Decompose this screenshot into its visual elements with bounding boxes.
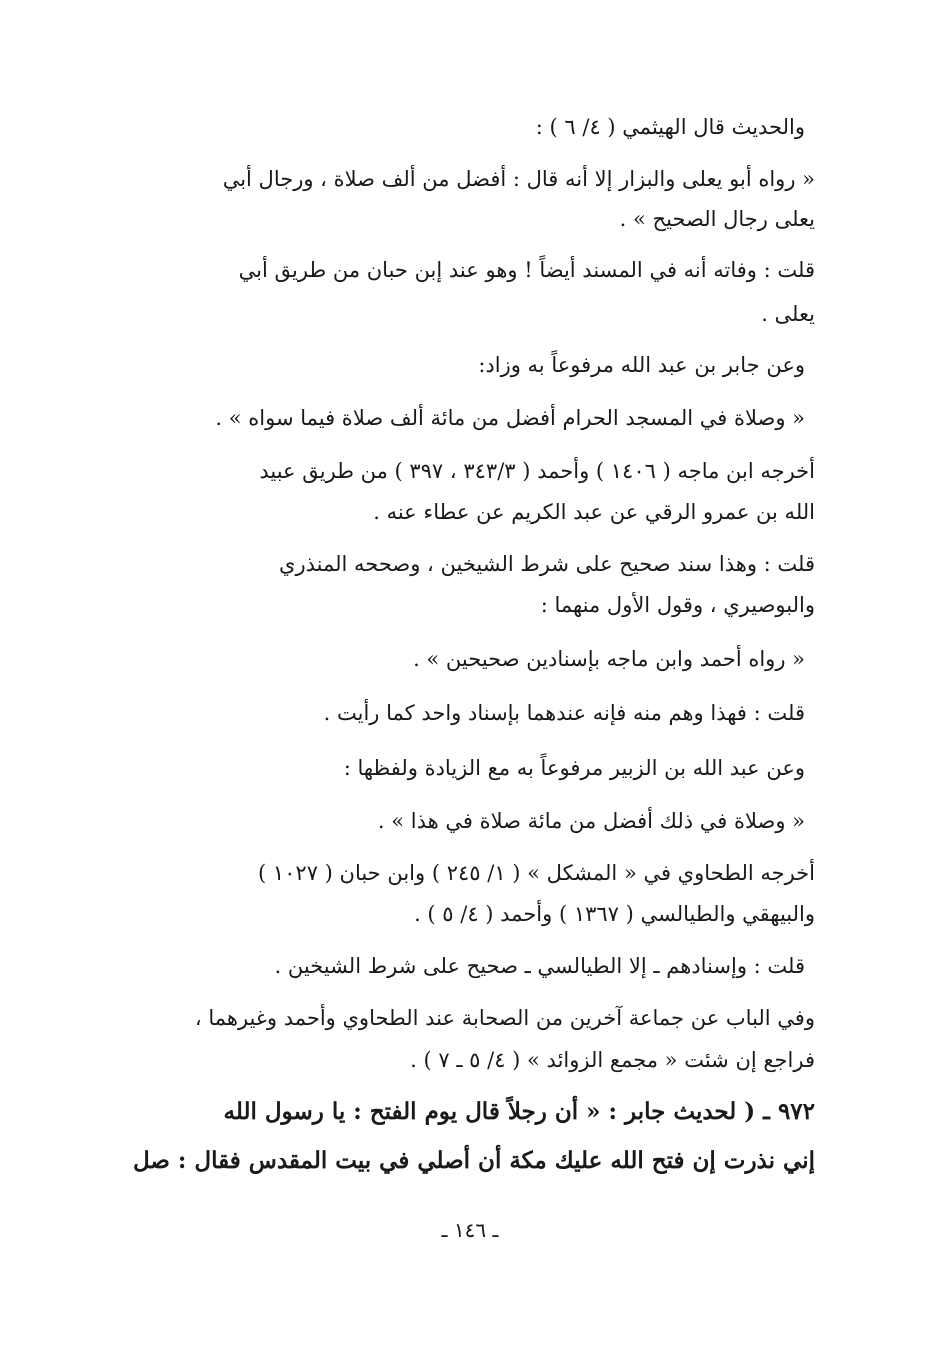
text-line: يعلى رجال الصحيح » . bbox=[619, 207, 815, 231]
text-line: قلت : وفاته أنه في المسند أيضاً ! وهو عند إبن حبان من طريق أبي bbox=[238, 258, 815, 282]
text-line: والبيهقي والطيالسي ( ١٣٦٧ ) وأحمد ( ٤/ ٥ ) . bbox=[414, 902, 815, 926]
hadith-heading: إني نذرت إن فتح الله عليك مكة أن أصلي في بيت المقدس فقال : صل bbox=[132, 1147, 815, 1174]
text-line: وعن عبد الله بن الزبير مرفوعاً به مع الزيادة ولفظها : bbox=[343, 756, 805, 780]
text-line: « رواه أحمد وابن ماجه بإسنادين صحيحين » . bbox=[413, 647, 805, 671]
hadith-heading: ٩٧٢ ـ ( لحديث جابر : « أن رجلاً قال يوم الفتح : يا رسول الله bbox=[223, 1098, 815, 1125]
text-line: قلت : فهذا وهم منه فإنه عندهما بإسناد واحد كما رأيت . bbox=[323, 701, 805, 725]
text-line: يعلى . bbox=[761, 302, 815, 326]
text-line: قلت : وهذا سند صحيح على شرط الشيخين ، وصححه المنذري bbox=[279, 552, 815, 576]
text-line: والبوصيري ، وقول الأول منهما : bbox=[540, 593, 815, 617]
text-line: والحديث قال الهيثمي ( ٤/ ٦ ) : bbox=[535, 115, 805, 139]
page-number: ـ ١٤٦ ـ bbox=[441, 1218, 499, 1242]
text-line: الله بن عمرو الرقي عن عبد الكريم عن عطاء عنه . bbox=[373, 500, 815, 524]
text-line: « رواه أبو يعلى والبزار إلا أنه قال : أفضل من ألف صلاة ، ورجال أبي bbox=[222, 167, 815, 191]
text-line: « وصلاة في المسجد الحرام أفضل من مائة ألف صلاة فيما سواه » . bbox=[215, 406, 805, 430]
text-line: « وصلاة في ذلك أفضل من مائة صلاة في هذا » . bbox=[377, 809, 805, 833]
text-line: أخرجه ابن ماجه ( ١٤٠٦ ) وأحمد ( ٣٤٣/٣ ، ٣٩٧ ) من طريق عبيد bbox=[259, 459, 815, 483]
text-line: أخرجه الطحاوي في « المشكل » ( ١/ ٢٤٥ ) وابن حبان ( ١٠٢٧ ) bbox=[257, 861, 815, 885]
text-line: وعن جابر بن عبد الله مرفوعاً به وزاد: bbox=[478, 353, 805, 377]
text-line: وفي الباب عن جماعة آخرين من الصحابة عند الطحاوي وأحمد وغيرهما ، bbox=[194, 1006, 815, 1030]
text-line: قلت : وإسنادهم ـ إلا الطيالسي ـ صحيح على شرط الشيخين . bbox=[274, 954, 805, 978]
text-line: فراجع إن شئت « مجمع الزوائد » ( ٤/ ٥ ـ ٧ ) . bbox=[410, 1048, 815, 1072]
